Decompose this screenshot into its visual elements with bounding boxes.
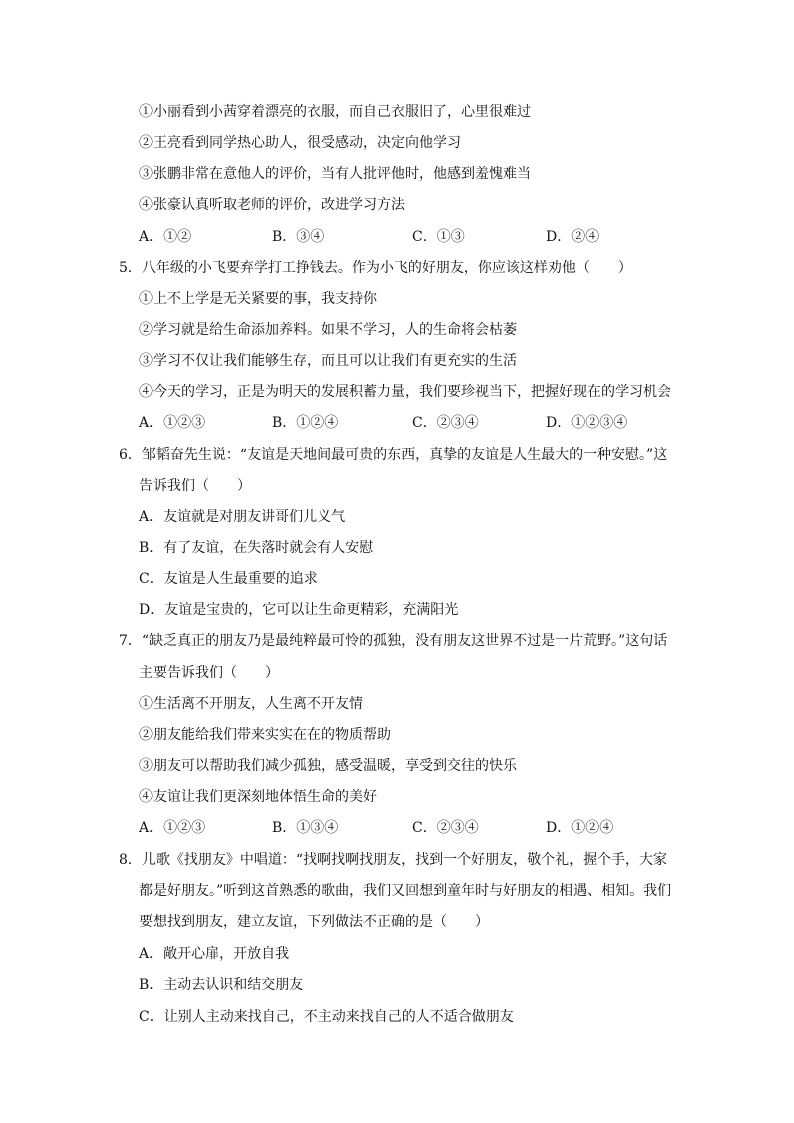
q7-statement-2: ②朋友能给我们带来实实在在的物质帮助 [139,727,391,743]
q5-option-b: B．①②④ [272,415,339,431]
statement-1: ①小丽看到小茜穿着漂亮的衣服，而自己衣服旧了，心里很难过 [139,104,531,120]
q7-question-line-1: 7．“缺乏真正的朋友乃是最纯粹最可怜的孤独，没有朋友这世界不过是一片荒野。”这句话 [119,633,668,649]
q6-option-d: D．友谊是宝贵的，它可以让生命更精彩，充满阳光 [139,602,459,618]
q6-option-c: C．友谊是人生最重要的追求 [139,571,318,587]
q8-option-b: B．主动去认识和结交朋友 [139,977,304,993]
q6-question-line-2: 告诉我们（ ） [139,478,251,494]
statement-3: ③张鹏非常在意他人的评价，当有人批评他时，他感到羞愧难当 [139,166,531,182]
q7-option-d: D．①②④ [546,820,614,836]
statement-4: ④张豪认真听取老师的评价，改进学习方法 [139,197,405,213]
q5-statement-3: ③学习不仅让我们能够生存，而且可以让我们有更充实的生活 [139,353,517,369]
q8-option-a: A．敞开心扉，开放自我 [139,946,290,962]
q8-question-line-3: 要想找到朋友，建立友谊，下列做法不正确的是（ ） [139,914,489,930]
q8-question-line-1: 8．儿歌《找朋友》中唱道：“找啊找啊找朋友，找到一个好朋友，敬个礼，握个手，大家 [119,852,668,868]
q7-statement-3: ③朋友可以帮助我们减少孤独，感受温暖，享受到交往的快乐 [139,758,517,774]
q8-option-c: C．让别人主动来找自己，不主动来找自己的人不适合做朋友 [139,1009,514,1025]
q5-statement-4: ④今天的学习，正是为明天的发展积蓄力量，我们要珍视当下，把握好现在的学习机会 [139,384,671,400]
option-d: D．②④ [546,229,600,245]
q6-option-b: B．有了友谊，在失落时就会有人安慰 [139,540,374,556]
statement-2: ②王亮看到同学热心助人，很受感动，决定向他学习 [139,135,461,151]
q5-option-a: A．①②③ [139,415,206,431]
q5-statement-2: ②学习就是给生命添加养料。如果不学习，人的生命将会枯萎 [139,322,517,338]
q7-option-c: C．②③④ [412,820,479,836]
q6-option-a: A．友谊就是对朋友讲哥们儿义气 [139,509,346,525]
q5-option-d: D．①②③④ [546,415,628,431]
q7-question-line-2: 主要告诉我们（ ） [139,665,279,681]
q7-option-b: B．①③④ [272,820,339,836]
q7-statement-4: ④友谊让我们更深刻地体悟生命的美好 [139,789,377,805]
option-c: C．①③ [412,229,465,245]
option-a: A．①② [139,229,192,245]
q5-option-c: C．②③④ [412,415,479,431]
q7-option-a: A．①②③ [139,820,206,836]
q6-question-line-1: 6．邹韬奋先生说：“友谊是天地间最可贵的东西，真挚的友谊是人生最大的一种安慰。”这 [119,447,668,463]
q5-statement-1: ①上不上学是无关紧要的事，我支持你 [139,291,377,307]
q8-question-line-2: 都是好朋友。”听到这首熟悉的歌曲，我们又回想到童年时与好朋友的相遇、相知。我们 [139,883,672,899]
q5-question: 5．八年级的小飞要弃学打工挣钱去。作为小飞的好朋友，你应该这样劝他（ ） [119,260,632,276]
option-b: B．③④ [272,229,325,245]
q7-statement-1: ①生活离不开朋友，人生离不开友情 [139,696,363,712]
